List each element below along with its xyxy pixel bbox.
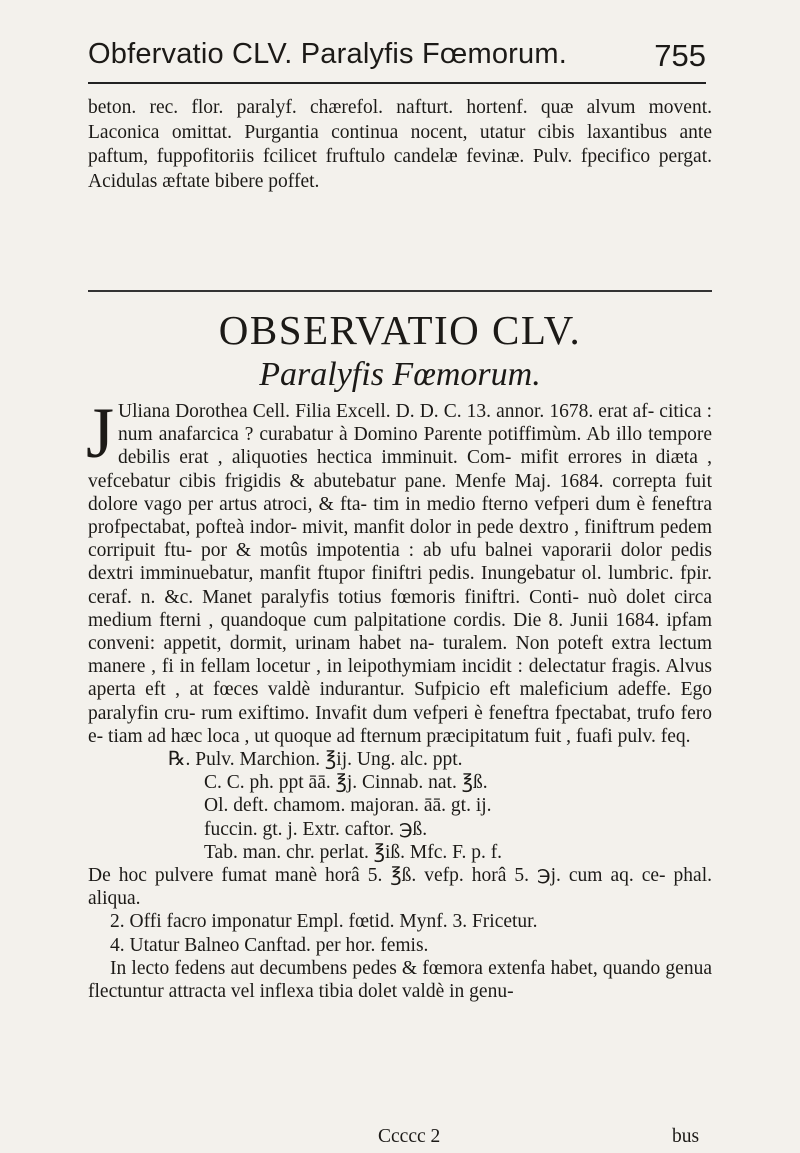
recipe bbox=[88, 748, 712, 864]
recipe-line: Ol. deft. chamom. majoran. āā. gt. ij. bbox=[204, 795, 492, 817]
observation-subtitle: Paralyfis Fœmorum. bbox=[259, 356, 541, 393]
instruction-2: 2. Offi facro imponatur Empl. fœtid. Mynf. 3. Fricetur. bbox=[110, 911, 538, 933]
dosage-paragraph: De hoc pulvere fumat manè horâ 5. ℥ß. vefp. horâ 5. ℈j. cum aq. ce- phal. aliqua. bbox=[88, 865, 712, 910]
recipe-line: ℞. Pulv. Marchion. ℥ij. Ung. alc. ppt. bbox=[168, 749, 463, 771]
running-title: Obfervatio CLV. Paralyfis Fœmorum. bbox=[88, 38, 567, 70]
observation-body bbox=[86, 393, 712, 1003]
previous-observation-text: beton. rec. flor. paralyf. chærefol. nafturt. hortenf. quæ alvum movent. Laconica omittat. Purgantia continua nocent, utatur cibis laxantibus ante paftum, fuppofitoriis fcilicet fruftulo candelæ fevinæ. Pulv. fpecifico pergat. Acidulas æftate bibere poffet. bbox=[88, 97, 712, 192]
case-text: Uliana Dorothea Cell. Filia Excell. D. D. C. 13. annor. 1678. erat af- citica : num anafarcica ? curabatur à Domino Parente potiffimùm. Ab illo tempore debilis erat , aliquoties hectica imminuit. Com- mifit errores in diæta , vefcebatur cibis frigidis & abutebatur pane. Menfe Maj. 1684. correpta fuit dolore vago per artus atroci, & fta- tim in medio fterno vefperi dum è feneftra profpectabat, pofteà indor- mivit, manfit dolor in pede dextro , finiftrum pedem corripuit ftu- por & motûs impotentia : ab ufu balnei vaporarii dolor pedis dextri imminuebatur, manfit ftupor finiftri pedis. Inungebatur ol. lumbric. fpir. ceraf. n. &c. Manet paralyfis totius fœmoris finiftri. Conti- nuò dolet circa medium fterni , quandoque cum palpitatione cordis. Die 8. Junii 1684. ipfam conveni: appetit, dormit, urinam habet na- turalem. Non poteft extra lectum manere , fi in fellam locetur , in leipothymiam incidit : delectatur fragis. Alvus aperta eft , at fœces valdè indurantur. Sufpicio eft maleficium adeffe. Ego paralyfin cru- rum exiftimo. Invafit dum vefperi è feneftra fpectabat, trufo fero e- tiam ad hæc loca , ut quoque ad fternum præcipitatum fuit , fuafi pulv. feq. bbox=[88, 401, 712, 747]
page-number: 755 bbox=[654, 38, 706, 73]
recipe-line: C. C. ph. ppt āā. ℥j. Cinnab. nat. ℥ß. bbox=[204, 772, 488, 794]
recipe-line: Tab. man. chr. perlat. ℥iß. Mfc. F. p. f. bbox=[204, 841, 503, 863]
case-paragraph bbox=[86, 393, 712, 748]
signature-mark: Ccccc 2 bbox=[378, 1126, 441, 1147]
drop-cap: J bbox=[86, 393, 115, 473]
closing-paragraph: In lecto fedens aut decumbens pedes & fœmora extenfa habet, quando genua flectuntur attracta vel inflexa tibia dolet valdè in genu- bbox=[88, 957, 712, 1003]
observation-title: OBSERVATIO CLV. bbox=[218, 307, 582, 353]
instruction-4: 4. Utatur Balneo Canftad. per hor. femis. bbox=[110, 934, 429, 956]
running-head bbox=[88, 36, 706, 84]
recipe-line: fuccin. gt. j. Extr. caftor. ℈ß. bbox=[204, 818, 428, 840]
section-divider bbox=[88, 290, 712, 292]
catchword: bus bbox=[672, 1126, 700, 1147]
